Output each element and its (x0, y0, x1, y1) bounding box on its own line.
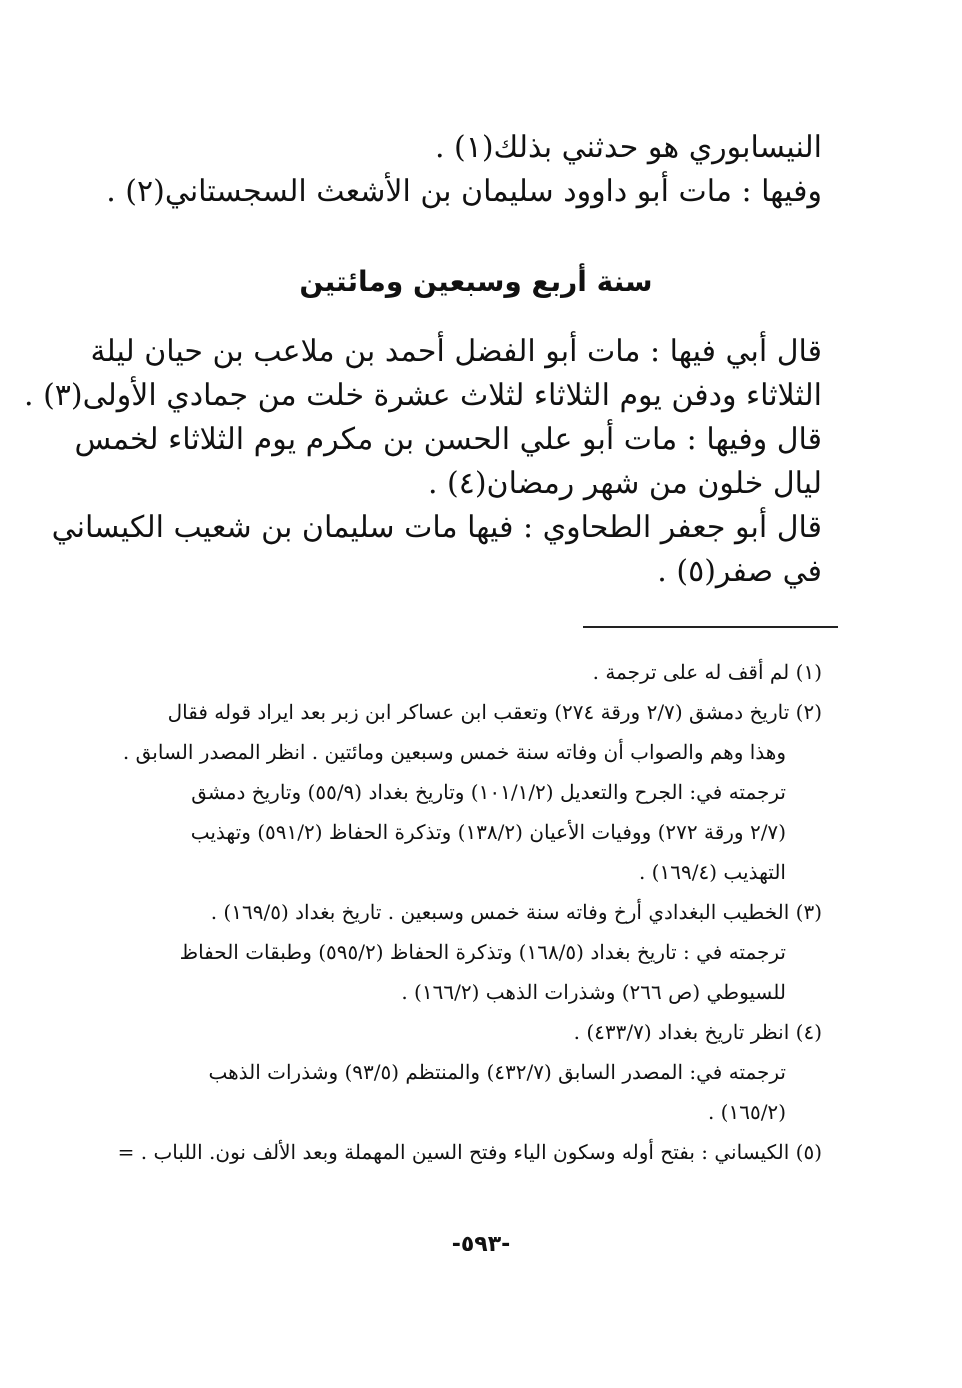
footnote-line: ترجمته في: المصدر السابق (٤٣٢/٧) والمنتظم (٩٣/٥) وشذرات الذهب (208, 1060, 786, 1084)
text-line: النيسابوري هو حدثني بذلك(١) . (434, 130, 822, 165)
text-line: الثلاثاء ودفن يوم الثلاثاء لثلاث عشرة خلت من جمادي الأولى(٣) . (24, 378, 822, 413)
footnote-line: (٢) تاريخ دمشق (٢/٧ ورقة ٢٧٤) وتعقب ابن عساكر ابن زبر بعد ايراد قوله فقال (167, 700, 822, 724)
text-line: قال وفيها : مات أبو علي الحسن بن مكرم يوم الثلاثاء لخمس (74, 422, 822, 457)
footnote-line: التهذيب (١٦٩/٤) . (638, 860, 786, 884)
footnote-line: (٣) الخطيب البغدادي أرخ وفاته سنة خمس وسبعين . تاريخ بغداد (١٦٩/٥) . (210, 900, 822, 924)
footnote-line: ترجمته في: الجرح والتعديل (١٠١/١/٢) وتاريخ بغداد (٥٥/٩) وتاريخ دمشق (191, 780, 786, 804)
opening-text (106, 126, 822, 214)
main-text (24, 330, 822, 594)
footnote-line: للسيوطي (ص ٢٦٦) وشذرات الذهب (١٦٦/٢) . (401, 980, 786, 1004)
footnote-separator (583, 626, 838, 628)
text-line: في صفر(٥) . (657, 554, 822, 589)
section-heading: سنة أربع وسبعين ومائتين (299, 265, 653, 298)
footnote-line: (٢/٧ ورقة ٢٧٢) ووفيات الأعيان (١٣٨/٢) وتذكرة الحفاظ (٥٩١/٢) وتهذيب (190, 820, 786, 844)
text-line: قال أبو جعفر الطحاوي : فيها مات سليمان بن شعيب الكيساني (51, 510, 822, 545)
footnote-line: ترجمته في : تاريخ بغداد (١٦٨/٥) وتذكرة الحفاظ (٥٩٥/٢) وطبقات الحفاظ (179, 940, 786, 964)
footnote-line: وهذا وهم والصواب أن وفاته سنة خمس وسبعين ومائتين . انظر المصدر السابق . (122, 740, 786, 764)
footnote-line: (١٦٥/٢) . (707, 1100, 786, 1124)
footnote-line: (١) لم أقف له على ترجمة . (592, 660, 822, 684)
text-line: ليال خلون من شهر رمضان(٤) . (427, 466, 822, 501)
footnotes (117, 652, 822, 1172)
text-line: وفيها : مات أبو داوود سليمان بن الأشعث السجستاني(٢) . (106, 174, 822, 209)
text-line: قال أبي فيها : مات أبو الفضل أحمد بن ملاعب بن حيان ليلة (90, 334, 822, 369)
page-number: -٥٩٣- (451, 1232, 511, 1257)
footnote-line: (٥) الكيساني : بفتح أوله وسكون الياء وفتح السين المهملة وبعد الألف نون. اللباب . = (117, 1140, 822, 1164)
footnote-line: (٤) انظر تاريخ بغداد (٤٣٣/٧) . (573, 1020, 822, 1044)
